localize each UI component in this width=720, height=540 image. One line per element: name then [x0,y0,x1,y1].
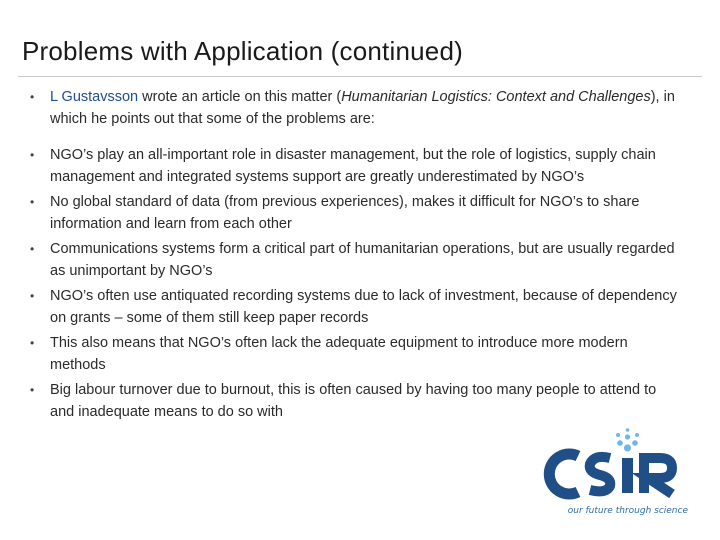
bullet-dot: • [30,242,35,256]
logo-letter-r [644,458,672,494]
bullet-dot: • [30,195,35,209]
logo-letter-i [622,458,633,493]
bullet-dot: • [30,289,35,303]
problem-text: NGO’s often use antiquated recording systems due to lack of investment, because of dependency on grants – some of them still keep paper records [50,288,677,326]
csir-logo-mark [538,428,688,508]
problem-text: Communications systems form a critical part of humanitarian operations, but are usually regarded as unimportant by NGO’s [50,241,675,279]
problem-text: Big labour turnover due to burnout, this is often caused by having too many people to attend to and inadequate means to do so with [50,382,657,420]
problem-text: NGO’s play an all-important role in disaster management, but the role of logistics, supply chain management and integrated systems support are greatly underestimated by NGO’s [50,147,656,185]
bullet-dot: • [30,383,35,397]
intro-text-after: ), in which he points out that some of the problems are: [50,89,675,127]
logo-tagline: our future through science [567,506,688,516]
bullet-list [30,86,680,426]
article-title: Humanitarian Logistics: Context and Challenges [341,89,651,105]
problem-bullet-6 [30,379,680,423]
problem-text: No global standard of data (from previous experiences), makes it difficult for NGO’s to share information and learn from each other [50,194,640,232]
problem-bullet-5 [30,332,680,376]
problem-bullet-4 [30,285,680,329]
bullet-dot: • [30,336,35,350]
logo-letter-c [549,454,578,494]
problem-bullet-2 [30,191,680,235]
title-divider [18,76,702,77]
problem-bullet-3 [30,238,680,282]
bullet-dot: • [30,90,35,104]
logo-letter-s [590,457,611,491]
slide-title: Problems with Application (continued) [22,36,463,66]
bullet-dot: • [30,148,35,162]
logo-accent-dots [616,428,639,451]
problem-bullet-1 [30,144,680,188]
intro-text-before: wrote an article on this matter ( [138,89,342,105]
intro-bullet [30,86,680,130]
problem-text: This also means that NGO’s often lack the adequate equipment to introduce more modern methods [50,335,628,373]
author-name: L Gustavsson [50,89,139,105]
